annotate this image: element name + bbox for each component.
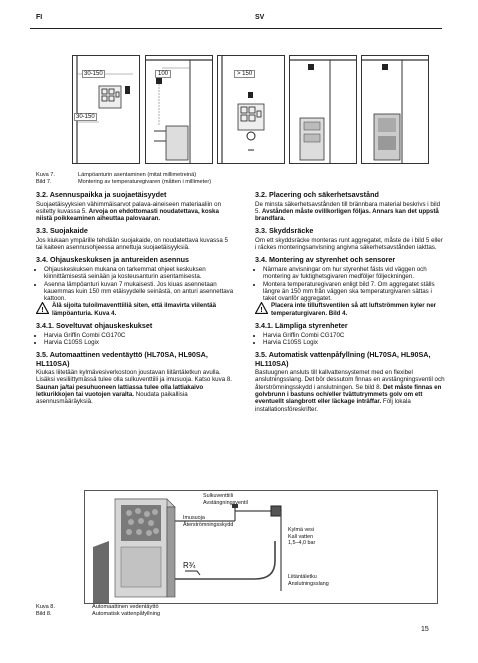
figure7-panel-4 bbox=[289, 55, 357, 164]
wall-panel bbox=[93, 541, 109, 603]
figure7-caption-fi: Lämpöanturin asentaminen (mitat millimetreinä) bbox=[78, 172, 197, 178]
label-backflow-guard: Imusuoja Återströmningsskydd bbox=[183, 515, 234, 528]
list-item: • Närmare anvisningar om hur styrenhet fästs vid väggen och montering av fuktighetsgivaren medföljer följeckningen. bbox=[263, 266, 445, 281]
section-3-5-title-fi: 3.5. Automaattinen vedentäyttö (HL70SA, HL90SA, HL110SA) bbox=[36, 350, 208, 368]
page-number: 15 bbox=[421, 626, 429, 633]
figure7-caption-fi-number: Kuva 7. bbox=[36, 172, 55, 178]
dimension-label-2: 30-150 bbox=[76, 114, 95, 120]
section-3-3-title-fi: 3.3. Suojakaide bbox=[36, 226, 88, 236]
section-3-2-title-fi: 3.2. Asennuspaikka ja suojaetäisyydet bbox=[36, 190, 167, 199]
warning-icon bbox=[36, 302, 49, 314]
valve-icon bbox=[271, 506, 281, 516]
language-label-fi: FI bbox=[36, 14, 43, 21]
section-3-3-title-sv: 3.3. Skyddsräcke bbox=[255, 226, 314, 236]
label-thread-size: R¾ bbox=[183, 561, 196, 570]
section-3-4-list-fi bbox=[36, 266, 236, 302]
dimension-label-4: > 150 bbox=[234, 70, 255, 78]
section-3-3-body-fi: Jos kiukaan ympärille tehdään suojakaide, on noudatettava kuvassa 5 tai kaiteen asennusohjeessa annettuja suojaetäisyyksiä. bbox=[36, 236, 228, 252]
section-3-4-1-title-fi: 3.4.1. Soveltuvat ohjauskeskukset bbox=[36, 321, 153, 331]
column-sv bbox=[255, 186, 445, 413]
sensor-icon bbox=[125, 86, 130, 94]
warning-sv: ! Placera inte tilluftsventilen så att luftströmmen kyler ner temperaturgivaren. Bild 4. bbox=[255, 302, 445, 317]
section-3-4-title-sv: 3.4. Montering av styrenhet och sensorer bbox=[255, 255, 396, 265]
column-fi bbox=[36, 186, 236, 406]
list-item: • Asenna lämpöanturi kuvan 7 mukaisesti. Jos kiuas asennetaan kauemmas kuin 150 mm etäisyydelle seinästä, on anturi asennettava kattoon. bbox=[44, 281, 236, 303]
sensor-icon bbox=[382, 64, 388, 70]
section-3-4-1-list-sv bbox=[255, 332, 445, 347]
section-3-4-1-title-sv: 3.4.1. Lämpliga styrenheter bbox=[255, 321, 348, 331]
figure8-caption-fi: Automaattinen vedentäyttö bbox=[92, 604, 159, 610]
list-item: • Ohjauskeskuksen mukana on tarkemmat ohjeet keskuksen kiinnittämisestä seinään ja kosteusanturin asentamisesta. bbox=[44, 266, 236, 281]
heater-icon bbox=[166, 126, 188, 160]
connection-hose bbox=[175, 541, 275, 579]
label-shutoff-valve: Sulkuventtiili Avstängningsventil bbox=[203, 493, 248, 506]
figure8-caption-sv: Automatisk vattenpåfyllning bbox=[92, 611, 161, 617]
warning-fi: ! Älä sijoita tuloilmaventtiiliä siten, että ilmavirta viilentää lämpöanturia. Kuva 4. bbox=[36, 302, 236, 317]
header-rule bbox=[30, 28, 442, 29]
section-3-4-title-fi: 3.4. Ohjauskeskuksen ja antureiden asennus bbox=[36, 255, 189, 265]
section-3-2-body-sv: De minsta säkerhetsavstånden till brännbara material beskrivs i bild 5. Avstånden måste ovillkorligen följas. Annars kan det uppstå brandfara. bbox=[255, 200, 441, 223]
figure7-panel-5 bbox=[361, 55, 429, 164]
heater-illustration bbox=[115, 499, 175, 597]
label-cold-water: Kylmä vesi Kall vatten 1,5–4,0 bar bbox=[288, 527, 316, 546]
sensor-icon bbox=[308, 64, 314, 70]
figure8-caption-fi-number: Kuva 8. bbox=[36, 604, 55, 610]
list-item: • Harvia C105S Logix bbox=[263, 339, 445, 346]
figure7-caption-sv-number: Bild 7. bbox=[36, 179, 52, 185]
section-3-2-body-fi: Suojaetäisyyksien vähimmäisarvot palava-aineiseen materiaaliin on esitetty kuvassa 5. Arvoja on ehdottomasti noudatettava, koska niistä poikkeaminen aiheuttaa palovaaran. bbox=[36, 200, 222, 223]
warning-icon bbox=[255, 302, 268, 314]
section-3-4-1-list-fi bbox=[36, 332, 236, 347]
ceiling-sensor-far-top-diagram bbox=[362, 56, 428, 163]
section-3-4-list-sv bbox=[255, 266, 445, 302]
ceiling-sensor-far-diagram bbox=[290, 56, 356, 163]
svg-text:!: ! bbox=[260, 307, 263, 315]
svg-text:!: ! bbox=[41, 307, 44, 315]
section-3-5-body-fi: Kiukas liitetään kylmävesiverkostoon joustavan liitäntäletkun avulla. Lisäksi vesiliittymässä tulee olla sulkuventtiili ja imusuoja. Katso kuva 8. Saunan ja/tai pesuhuoneen lattiassa tulee olla lattiakaivo letkurikkojen tai vuotojen varalta. Noudata paikallisia asennusmääräyksiä. bbox=[36, 369, 233, 406]
list-item: • Harvia Griffin Combi CG170C bbox=[44, 332, 236, 339]
dimension-label-1: 30-150 bbox=[84, 71, 103, 77]
list-item: • Montera temperaturegivaren enligt bild 7. Om aggregatet ställs längre än 150 mm från väggen ska temperaturgivaren sättas i taket ovanför aggregatet. bbox=[263, 281, 445, 303]
section-3-5-title-sv: 3.5. Automatisk vattenpåfyllning (HL70SA, HL90SA, HL110SA) bbox=[255, 350, 431, 368]
figure8-caption-sv-number: Bild 8. bbox=[36, 611, 52, 617]
language-label-sv: SV bbox=[255, 14, 265, 21]
section-3-3-body-sv: Om ett skyddsräcke monteras runt aggregatet, måste de i bild 5 eller i räckes monteringsanvisning angivna säkerhetsavstånden iakttas. bbox=[255, 236, 443, 252]
section-3-5-body-sv: Bastuugnen ansluts till kallvattensystemet med en flexibel anslutningsslang. Det bör dessutom finnas en avstängningsventil och återströmningsskydd i anslutningen. Se bild 8. Det måste finnas en golvbrunn i bastuns och/eller tvättutrymmets golv om ett eventuellt slangbrott eller läckage inträffar. Följ lokala installationsföreskrifter. bbox=[255, 369, 445, 413]
label-connection-hose: Liitäntäletku Anslutningsslang bbox=[288, 574, 329, 587]
figure7-caption-sv: Montering av temperaturegivaren (måtten i millimeter) bbox=[78, 179, 212, 185]
list-item: • Harvia Griffin Combi CG170C bbox=[263, 332, 445, 339]
sensor-icon bbox=[248, 92, 253, 98]
water-filling-diagram bbox=[85, 491, 437, 603]
figure8-box bbox=[84, 490, 438, 604]
section-3-2-title-sv: 3.2. Placering och säkerhetsavstånd bbox=[255, 190, 379, 199]
list-item: • Harvia C105S Logix bbox=[44, 339, 236, 346]
dimension-label-3: 100 bbox=[155, 70, 171, 78]
